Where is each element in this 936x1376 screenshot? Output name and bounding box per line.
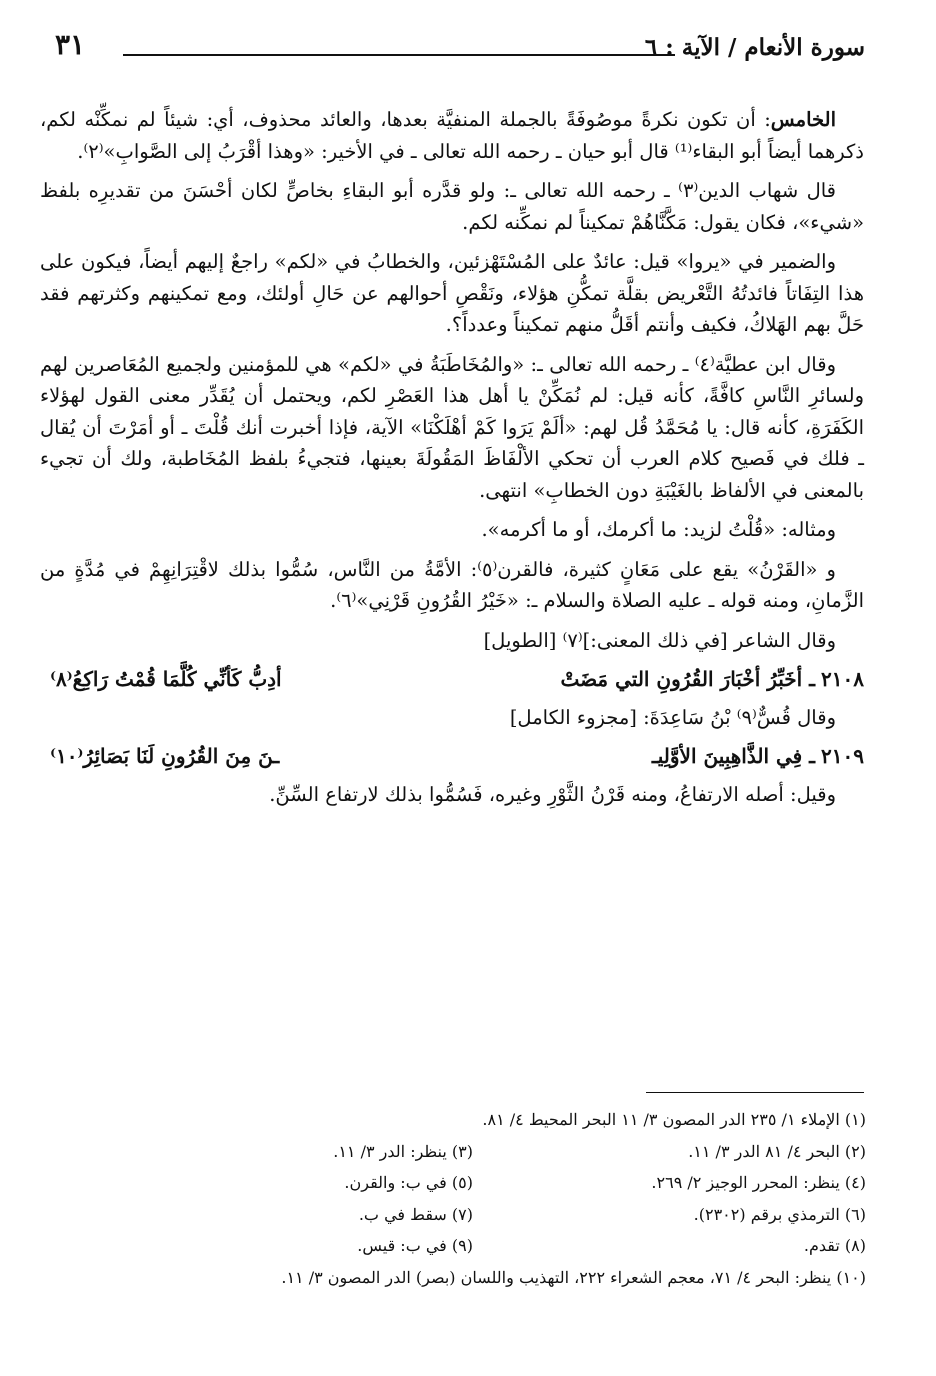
paragraph-qarn (40, 554, 864, 617)
paragraph-poet-intro (40, 625, 864, 657)
paragraph-text: ومثاله: «قُلْتُ لزيد: ما أكرمك، أو ما أكرمه». (481, 518, 836, 541)
verse-first-half-text: أخَبِّرُ أخْبَارَ القُرُونِ التي مَضَتْ (560, 667, 803, 691)
paragraph-quss (40, 702, 864, 734)
footnote-rule (646, 1092, 864, 1093)
paragraph-text: : أن تكون نكرةً موصُوفَةً بالجملة المنفيَّة بعدها، والعائد محذوف، أي: شيئاً لم نمكِّنْه لكم، ذكرهما أيضاً أبو البقاء⁽¹⁾ قال أبو حيان ـ رحمه الله تعالى ـ في الأخير: «وهذا أقْرَبُ إلى الصَّوابِ»⁽٢⁾. (40, 108, 864, 163)
page-number: ٣١ (55, 28, 86, 61)
paragraph-text: قال شهاب الدين⁽٣⁾ ـ رحمه الله تعالى ـ: ولو قدَّره أبو البقاءِ بخاصٍّ لكان أحْسَنَ من تقديرِه بلفظ «شيء»، فكان يقول: مَكَّنَّاهُمْ تمكيناً لم نمكِّنه لكم. (40, 179, 864, 234)
running-title: سورة الأنعام / الآية : ٦ (644, 34, 865, 61)
page-header (55, 28, 865, 78)
verse-first-half: ٢١٠٩ـ فِي الذَّاهِبِينَ الأوَّلِيـ (651, 744, 864, 768)
footnote-row (80, 1104, 866, 1136)
footnote-8: (٨) تقدم. (803, 1236, 866, 1255)
paragraph-text: والضمير في «يروا» قيل: عائدٌ على المُسْتَهْزئين، والخطابُ في «لكم» راجعٌ إليهم أيضاً، فيكون على هذا التِفَاتاً فائدتُهُ التَّعْريض بقلَّة تمكُّنِ هؤلاء، ونَقْصِ أحوالهم عن حَالِ أولئك، ومع تمكينهم وكثرتهم فقد حَلَّ بهم الهَلاكُ، فكيف وأنتم أقَلُّ منهم تمكيناً وعدداً؟. (40, 250, 864, 336)
verse-number: ٢١٠٩ (821, 744, 864, 768)
header-rule (123, 54, 675, 56)
footnote-10: (١٠) ينظر: البحر ٤/ ٧١، معجم الشعراء ٢٢٢، التهذيب واللسان (بصر) الدر المصون ٣/ ١١. (281, 1267, 866, 1287)
verse-first-half: ٢١٠٨ـ أخَبِّرُ أخْبَارَ القُرُونِ التي مَضَتْ (560, 667, 864, 691)
footnote-2: (٢) البحر ٤/ ٨١ الدر ٣/ ١١. (688, 1141, 866, 1161)
verse-2109 (40, 741, 864, 773)
paragraph-text: وقال ابن عطيَّة⁽٤⁾ ـ رحمه الله تعالى ـ: «والمُخَاطَبَةُ في «لكم» هي للمؤمنين ولجميع المُعَاصرين لهم ولسائرِ النَّاسِ كافَّةً، كأنه قيل: لم نُمَكِّنْ يا أهل هذا العَصْرِ لكم، ويحتمل أن يُقَدِّر معنى القول لهؤلاء الكَفَرَةِ، كأنه قال: يا مُحَمَّدُ قُل لهم: «ألَمْ يَرَوا كَمْ أهْلَكْنَا» الآية، فإذا أخبرت أنك قُلْتَ ـ أو أمَرْتَ أن يُقال ـ فلك في فَصيح كلام العرب أن تحكي الألْفَاظَ المَقُولَةَ بعينها، فتجيءُ بلفظ المُخَاطبة، ولك أن تجيء بالمعنى في الألفاظ بالغَيْبَةِ دون الخطابِ» انتهى. (40, 352, 864, 502)
paragraph-pronoun (40, 246, 864, 341)
paragraph-text: و «القَرْنُ» يقع على مَعَانٍ كثيرة، فالقرن⁽٥⁾: الأمَّةُ من النَّاس، سُمُّوا بذلك لاقْتِرَانِهِمْ في مُدَّةٍ من الزَّمانِ، ومنه قوله ـ عليه الصلاة والسلام ـ: «خَيْرُ القُرُونِ قَرْنِي»⁽٦⁾. (40, 557, 864, 612)
paragraph-example (40, 514, 864, 546)
paragraph-fifth (40, 104, 864, 167)
footnote-9: (٩) في ب: قيس. (357, 1236, 473, 1255)
footnote-1: (١) الإملاء ١/ ٢٣٥ الدر المصون ٣/ ١١ البحر المحيط ٤/ ٨١. (482, 1110, 866, 1129)
footnote-6: (٦) الترمذي برقم (٢٣٠٢). (693, 1204, 866, 1224)
paragraph-text: وقيل: أصله الارتفاعُ، ومنه قَرْنُ الثَّوْرِ وغيره، فَسُمُّوا بذلك لارتفاع السِّنِّ. (269, 782, 836, 806)
verse-2108 (40, 664, 864, 696)
footnote-row (80, 1167, 866, 1199)
footnotes (80, 1104, 866, 1293)
footnote-row (80, 1230, 866, 1262)
paragraph-ibn-atiyya (40, 349, 864, 507)
verse-first-half-text: فِي الذَّاهِبِينَ الأوَّلِيـ (651, 744, 803, 768)
paragraph-lead: الخامس (770, 108, 836, 131)
footnote-3: (٣) ينظر: الدر ٣/ ١١. (333, 1141, 473, 1161)
footnote-row (80, 1262, 866, 1294)
footnote-5: (٥) في ب: والقرن. (344, 1173, 473, 1192)
paragraph-text: وقال الشاعر [في ذلك المعنى:]⁽٧⁾ [الطويل] (483, 628, 836, 652)
footnote-row (80, 1199, 866, 1231)
paragraph-closing (40, 779, 864, 811)
footnote-7: (٧) سقط في ب. (358, 1204, 473, 1224)
main-text (40, 104, 864, 818)
verse-second-half: أدِبُّ كَأنِّي كُلَّمَا قُمْتُ رَاكِعُ⁽٨⁾ (50, 667, 282, 691)
paragraph-text: وقال قُسٌّ⁽٩⁾ بْنُ سَاعِدَةَ: [مجزوء الكامل] (509, 705, 836, 729)
footnote-row (80, 1136, 866, 1168)
paragraph-shihab (40, 175, 864, 238)
verse-second-half: ـنَ مِنَ القُرُونِ لَنَا بَصَائِرُ⁽١٠⁾ (50, 744, 280, 768)
verse-number: ٢١٠٨ (821, 667, 864, 691)
footnote-4: (٤) ينظر: المحرر الوجيز ٢/ ٢٦٩. (651, 1173, 866, 1192)
